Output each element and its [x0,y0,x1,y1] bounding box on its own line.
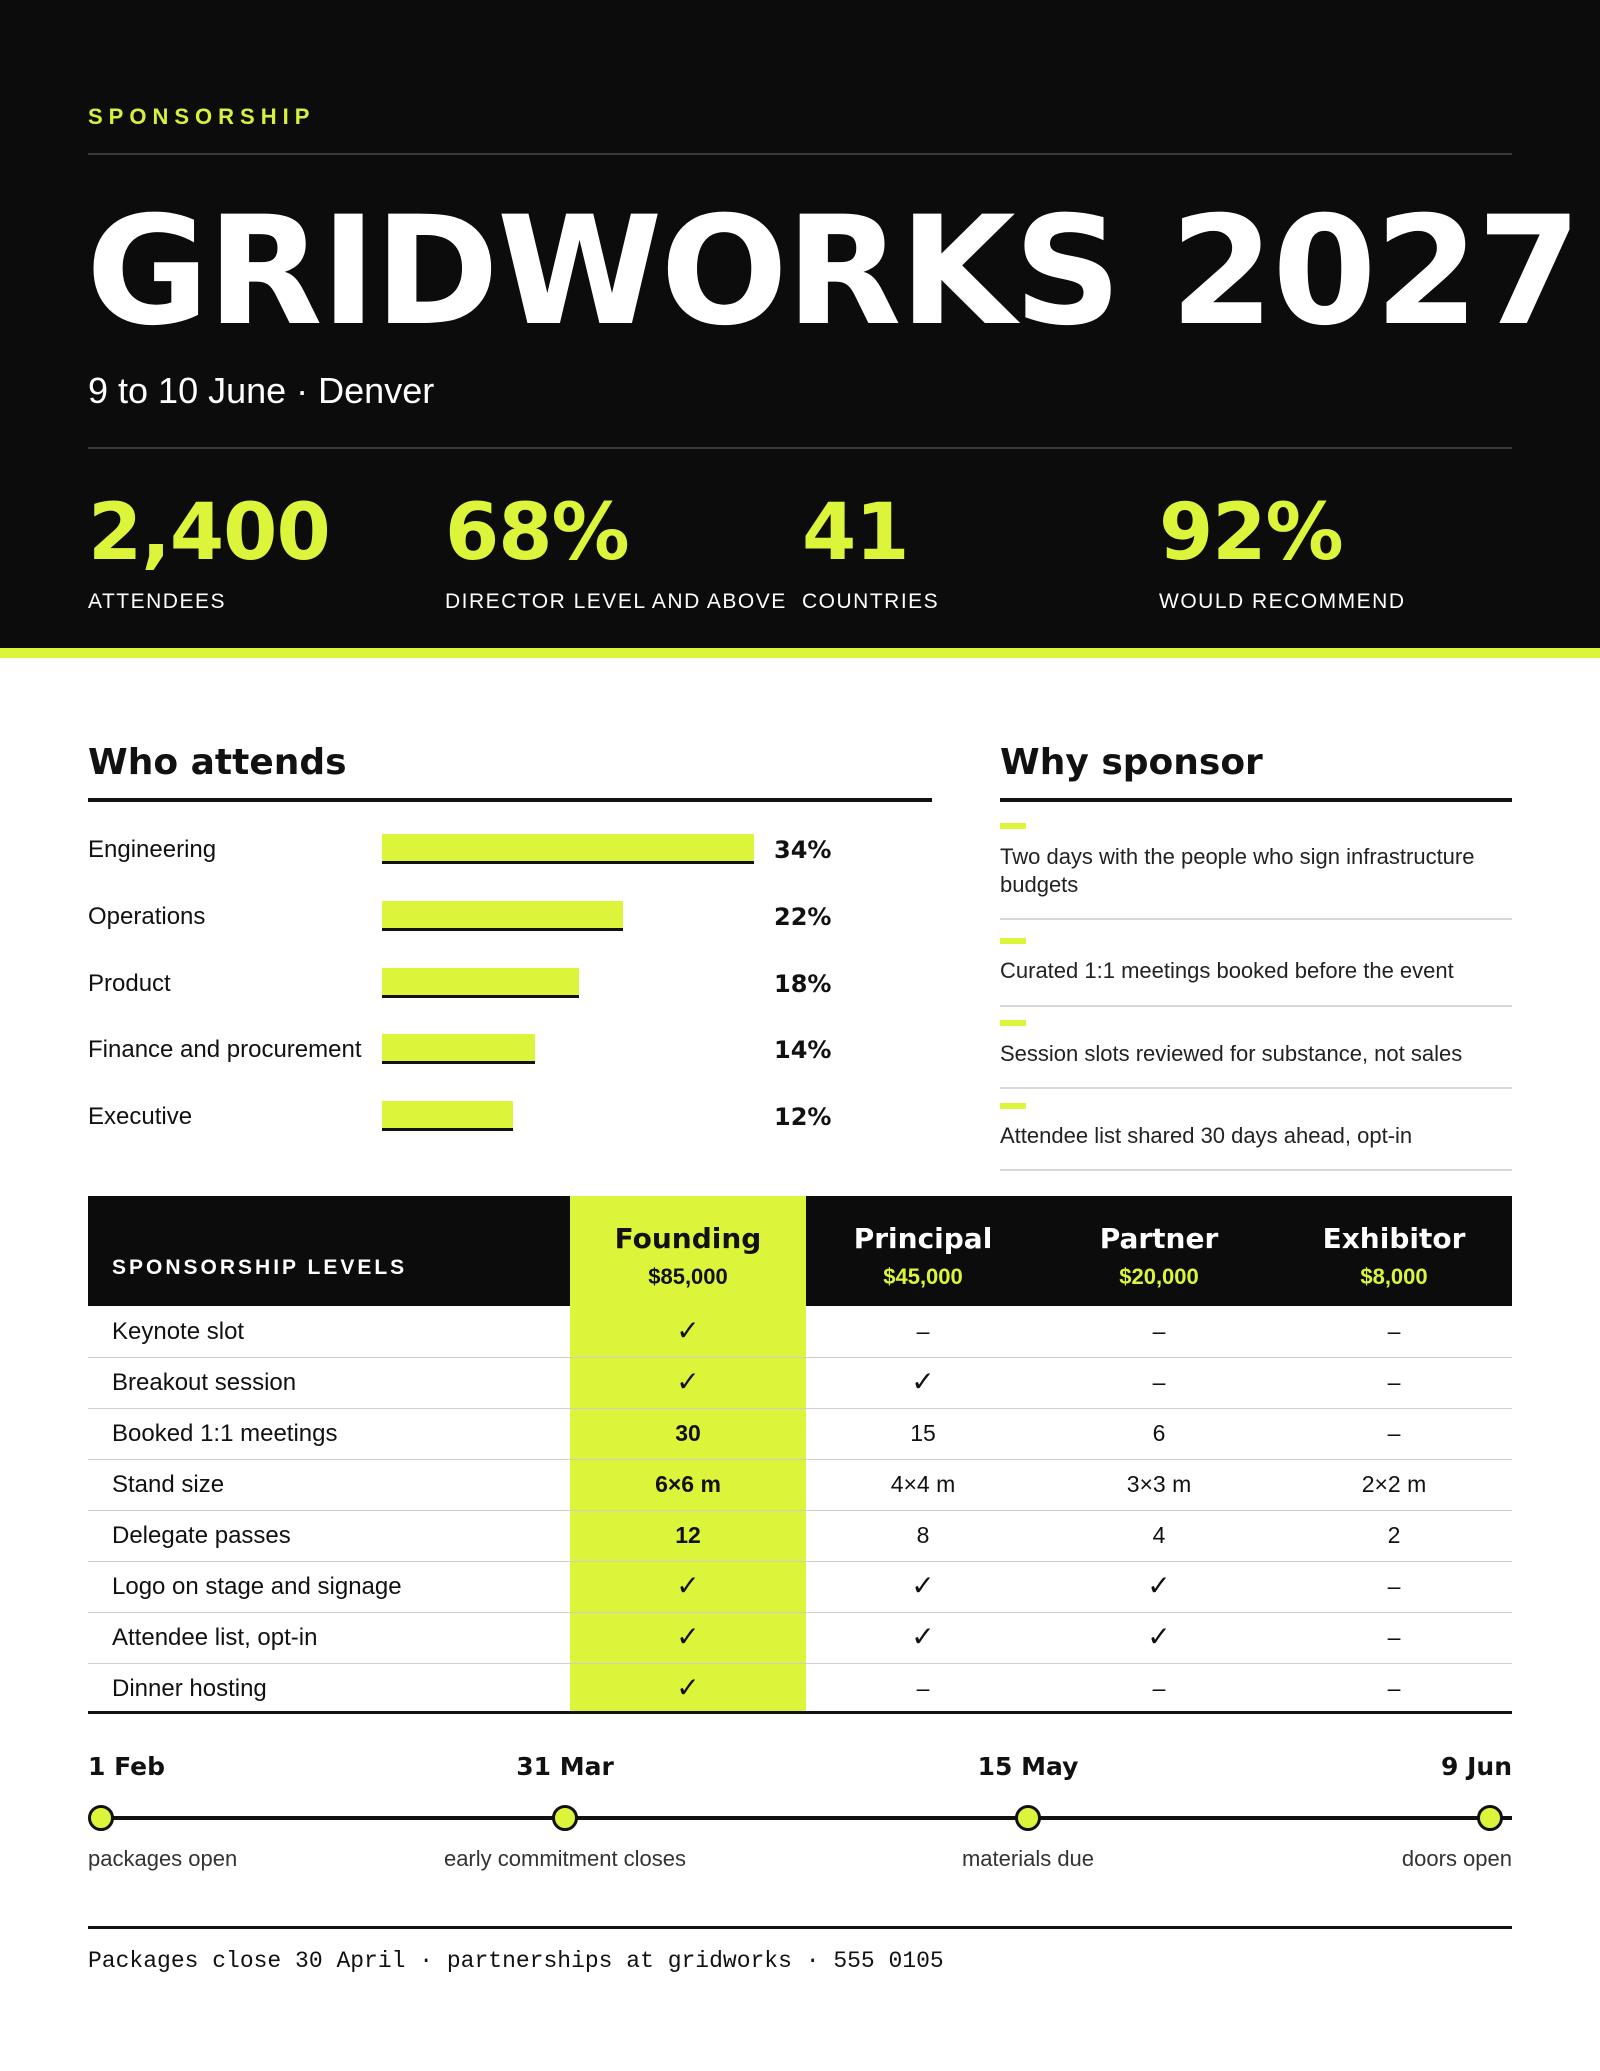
why-item: Attendee list shared 30 days ahead, opt-in [1000,1123,1413,1148]
timeline-marker [552,1805,578,1831]
bar-engineering [382,834,754,864]
checkmark-icon: ✓ [676,1569,700,1602]
bullet-accent [1000,1020,1026,1026]
page-title: GRIDWORKS 2027 [86,185,1580,359]
who-attends-heading: Who attends [88,742,347,783]
item-divider [1000,1169,1512,1171]
bullet-accent [1000,938,1026,944]
table-cell: 2 [1387,1522,1401,1548]
tier-price-partner: $20,000 [1119,1264,1199,1289]
timeline-label: doors open [1401,1846,1512,1871]
checkmark-icon: ✓ [1147,1620,1171,1653]
tier-name-exhibitor: Exhibitor [1322,1222,1466,1255]
section-rule [1000,798,1512,802]
stat-value: 92% [1159,488,1343,578]
table-cell: 6×6 m [655,1471,721,1497]
table-cell: 8 [916,1522,930,1548]
bar-executive [382,1101,513,1131]
item-divider [1000,918,1512,920]
bar-percent: 22% [774,903,832,931]
why-item: Two days with the people who sign infrastructure budgets [1000,844,1475,897]
accent-stripe [0,648,1600,658]
table-cell: 6 [1152,1420,1166,1446]
stat-label: ATTENDEES [88,590,226,613]
stat-label: DIRECTOR LEVEL AND ABOVE [445,590,787,613]
bar-label: Operations [88,903,206,930]
row-divider [88,1663,1512,1664]
bullet-accent [1000,823,1026,829]
table-cell: 2×2 m [1361,1471,1427,1497]
row-divider [88,1561,1512,1562]
tier-price-principal: $45,000 [883,1264,963,1289]
row-label: Dinner hosting [112,1675,267,1702]
tier-name-principal: Principal [853,1222,993,1255]
footer-contact: Packages close 30 April · partnerships at gridworks · 555 0105 [88,1948,944,1974]
row-label: Logo on stage and signage [112,1573,402,1600]
tier-price-founding: $85,000 [648,1264,728,1289]
checkmark-icon: ✓ [676,1620,700,1653]
row-divider [88,1408,1512,1409]
tier-name-founding: Founding [614,1222,762,1255]
table-title: SPONSORSHIP LEVELS [112,1256,408,1279]
table-cell: 3×3 m [1126,1471,1192,1497]
stat-value: 41 [802,488,909,578]
divider [88,153,1512,155]
bar-percent: 34% [774,836,832,864]
timeline-date: 31 Mar [516,1752,614,1781]
footer-rule [88,1926,1512,1929]
row-label: Delegate passes [112,1522,291,1549]
bar-label: Executive [88,1103,193,1130]
bar-label: Product [88,970,171,997]
tier-price-exhibitor: $8,000 [1360,1264,1428,1289]
dash-cell: – [1387,1573,1401,1599]
checkmark-icon: ✓ [911,1365,935,1398]
bar-operations [382,901,623,931]
timeline-marker [1015,1805,1041,1831]
bar-product [382,968,579,998]
stat-value: 2,400 [88,488,330,578]
dash-cell: – [1387,1369,1401,1395]
dash-cell: – [916,1318,930,1344]
bar-percent: 18% [774,970,832,998]
table-cell: 4×4 m [890,1471,956,1497]
timeline-marker [88,1805,114,1831]
section-rule [88,798,932,802]
row-divider [88,1612,1512,1613]
checkmark-icon: ✓ [676,1314,700,1347]
table-cell: 4 [1152,1522,1166,1548]
row-divider [88,1459,1512,1460]
row-divider [88,1357,1512,1358]
row-label: Keynote slot [112,1318,245,1345]
timeline-label: packages open [88,1846,238,1871]
timeline-label: materials due [961,1846,1095,1871]
stat-label: COUNTRIES [802,590,940,613]
checkmark-icon: ✓ [911,1620,935,1653]
checkmark-icon: ✓ [911,1569,935,1602]
divider [88,447,1512,449]
event-dates: 9 to 10 June · Denver [88,370,435,411]
dash-cell: – [1387,1420,1401,1446]
stat-label: WOULD RECOMMEND [1159,590,1406,613]
row-divider [88,1510,1512,1511]
timeline-marker [1477,1805,1503,1831]
dash-cell: – [1152,1369,1166,1395]
bar-percent: 14% [774,1036,832,1064]
table-cell: 12 [675,1522,701,1548]
timeline-line [100,1816,1512,1820]
why-sponsor-heading: Why sponsor [1000,742,1263,783]
table-bottom-rule [88,1711,1512,1714]
timeline-date: 15 May [977,1752,1079,1781]
bar-label: Engineering [88,836,217,863]
why-item: Curated 1:1 meetings booked before the event [1000,958,1454,983]
tier-name-partner: Partner [1099,1222,1219,1255]
bar-percent: 12% [774,1103,832,1131]
why-item: Session slots reviewed for substance, not sales [1000,1041,1463,1066]
eyebrow-label: SPONSORSHIP [88,104,316,129]
bar-label: Finance and procurement [88,1036,362,1063]
dash-cell: – [1152,1675,1166,1701]
row-label: Booked 1:1 meetings [112,1420,338,1447]
item-divider [1000,1005,1512,1007]
checkmark-icon: ✓ [676,1671,700,1704]
dash-cell: – [1387,1675,1401,1701]
checkmark-icon: ✓ [676,1365,700,1398]
table-cell: 30 [675,1420,701,1446]
dash-cell: – [1387,1318,1401,1344]
timeline-date: 9 Jun [1441,1752,1512,1781]
row-label: Breakout session [112,1369,297,1396]
timeline-date: 1 Feb [88,1752,166,1781]
dash-cell: – [1152,1318,1166,1344]
stat-value: 68% [445,488,629,578]
bullet-accent [1000,1103,1026,1109]
bar-finance [382,1034,535,1064]
item-divider [1000,1087,1512,1089]
timeline-label: early commitment closes [443,1846,687,1871]
table-cell: 15 [910,1420,936,1446]
dash-cell: – [1387,1624,1401,1650]
dash-cell: – [916,1675,930,1701]
row-label: Attendee list, opt-in [112,1624,318,1651]
hero-banner [0,0,1600,648]
row-label: Stand size [112,1471,225,1498]
checkmark-icon: ✓ [1147,1569,1171,1602]
